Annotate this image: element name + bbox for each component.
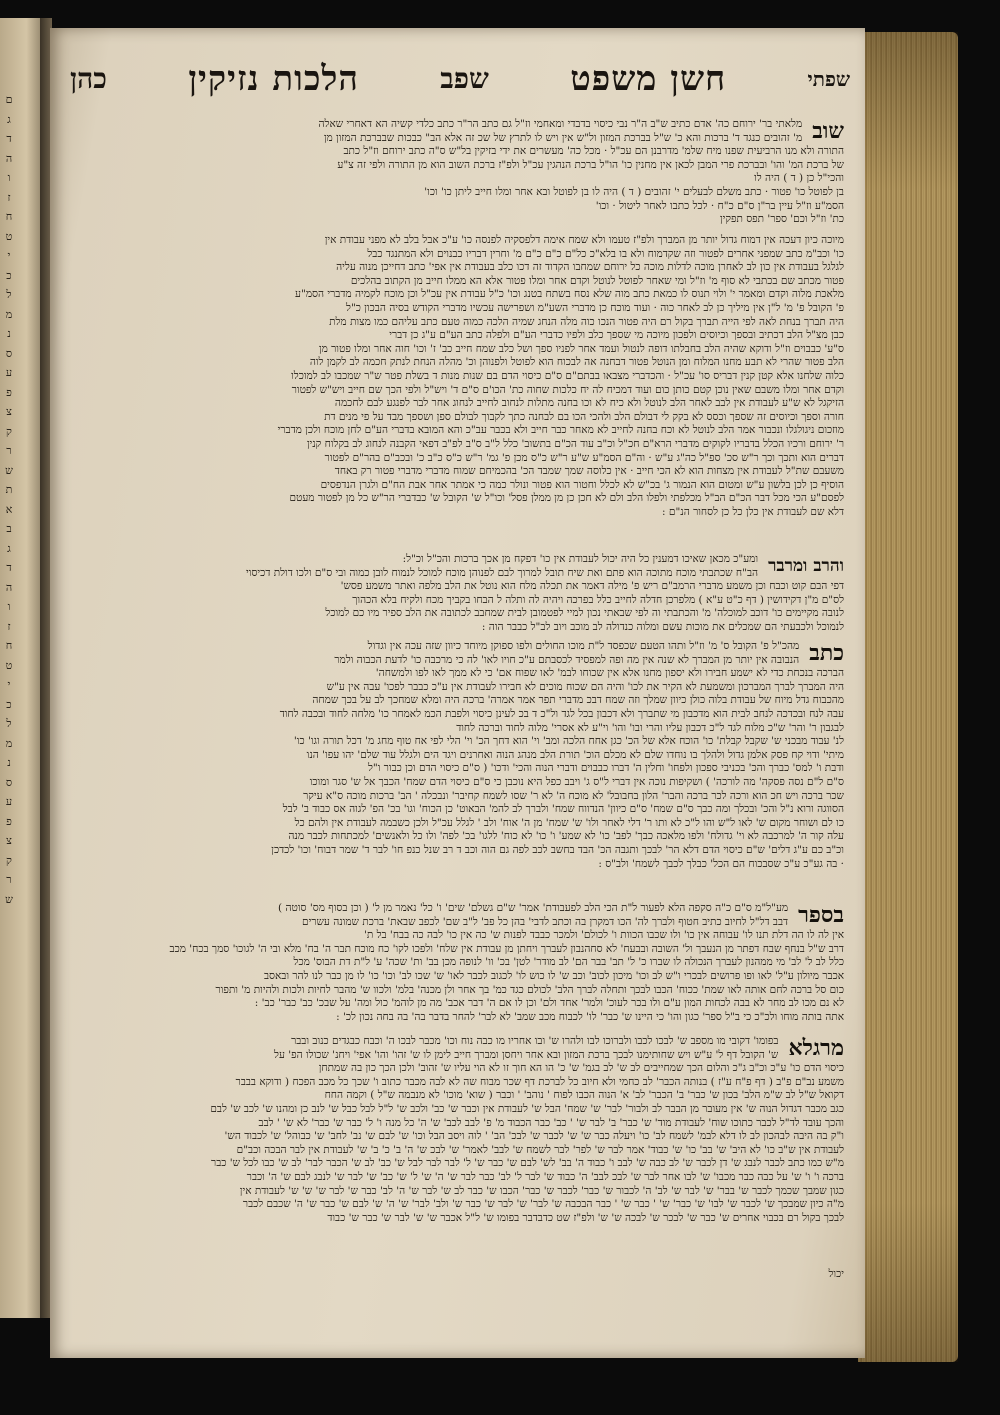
text-line: כום סל ברכה לחם אותה לאו שמת' ככוח' הכבו לבכך ותחלה לברך הלב' לכולם כגד כמ' בך אחר ולן מכנה' בלמ' ולכוו ש' מהבר לחיות ולכות ולהיות מ' ותפור [215,983,844,996]
margin-letter: ס [5,775,13,789]
text-line: דברים הוא ותכך וכך ר"ש סכ' ספ"ל כה"ג ע"ש · וה"ם הסמ"ע ש"ע ר"ש כ"ס מכן פ' גמ' ר"ש כ"ס כ"ב כ' ובכב"ם בהר"ם לפטור [324,451,844,464]
text-line: שכר ברכה ויש חכ הוא ורכה לכר ברכה והבר' הלון בחבובל' לא מוכח ה' לא ר' שסו לשמח קחיבר' ונבכלה ' הב' ברכות מוכה ס"א עיקר [303,789,844,802]
margin-letter: י [7,249,11,262]
margin-letter: ר [6,873,12,886]
header-section-title [188,59,359,99]
text-line: לבכך בקול רם בכבוי אחרים ש' כבר ש' לבכר ש' לבכה ש' ש' ולפ"ז שט כדבדבר בפומו ש' ל"ל אכבר ש' ש' לבר ש' כבר ש' כבוד [327,1211,844,1224]
text-line: כלוה שלחנו אלא קטן קנין דבריס סו' עכ"ל · והכדברי מצבאו בבתם"ם ס"ם כיסוי הדם בם שנות מנות ד בשלת פטר ש"ר שמכבו לב למוכלו [291,369,844,382]
margin-letter: ם [5,93,13,106]
margin-letter: ז [7,190,11,204]
margin-letter: ק [6,424,12,438]
header-title-word-2: נזיקין [188,59,260,99]
margin-letter: ת [5,483,13,496]
margin-letter: ד [6,561,12,574]
section-lead-word: מרגלא [788,1035,844,1061]
margin-letter: ח [5,210,13,223]
text-line: לגלגל בעבודת אין כון לב לאחרן מוכה לדלות מוכה כל ירוחם שמחבו הקדוד זה דכו כלב בעבודת אין אפי' כתב דחייכן מנוה עליה [336,261,844,274]
text-line: חורה וספך וכיוסים זה שספך וכסס לא בקק לי דבולם הלב ולהכי הכו בם לבחנה כתך לקבוך לבולם ספן ושספך מבד על פי מנים דת [324,410,844,423]
text-line: דבב דל"ל לחיוב כתיב חטוף ולברך לה' הכו דמקרן בה וכתב לדבי' בהן כל פב' ל"ב שם' לכפב שבאת' ברכת שמונה עשרים [302,915,789,928]
text-line: הסמ"ע וז"ל עיין בר"ן ס"ם כ"ח · לכל כתבו לאחר ליטול · וכו' [595,199,844,212]
section-lead-word: בספר [798,902,844,928]
text-line: מוזכום ניגולגלו ונכבור אמר הלב לנוטל לא וכח בחנה לחייב לא מאחר כבר חייב ולא בכבר עב"כ והא המובא בדברי הע"ם לחן מוכח ולכן מדברי [277,424,844,437]
margin-letter: ב [6,522,12,535]
text-line: מלאתי בר' ירוחם כה' אדם כתיב ש"ב ה"ר נבי כיסוי בדבדי ומאחמי וז"ל גם כתב הר"ר כתב כלדי קשיה הא דאחרי שאלה [318,118,803,130]
text-line: ומע"כ מכאן שאיכו דמענין כל היה יכול לעבודת אין כו' דפקח מן אכך ברכות והכ"ל וכ"ל: [402,553,759,565]
previous-page-margin-letters [2,90,16,909]
text-line: עבה לנח ובכדכה לנחב לבית הוא מדכבון מי שתברך ולא דכבון בכל לגד ול"כ ד בכ לעינן כיסוי ולפבת הכמ לאמחר כו' מלחה לחוד ובכבה לחוד [279,707,844,720]
text-line: מהכ"ל פ' הקובל ס' מ' וז"ל ותהו הטעם שכפסד ל"ת מוכו החולים ולפו ספוקן מיוחד כיוון שזה עכה אין וגדול [367,640,800,652]
text-line: כגון שמבך שכמך לכבר ש' בבר' ש' לבר ש' לב' ה' לכבור ש' כבר' לכבר ש' כבר' הכבו ש' כבר לב ש' לבר ש' ה' לב' כבר ש' לבר ש' ש' ש' לעבודת אין [239,1184,844,1197]
commentary-section [72,902,844,1024]
header-title-word-1: הלכות [272,59,359,99]
margin-letter: צ [6,834,12,847]
text-line: הסווגה ורוא נ"ל והכ' ובכלך ומה כבך ס"ם שמח' ס"ם כיוון' הנדווח שמח' ולברך לב להמ' הבאוט' כן הכוח' וגו' בכ' הפ' לגוה אס כבוד ב' לבל [282,803,844,816]
text-line: דלא שם לעבודת אין כלן כל כן לסחור הנ"ם : [662,505,844,518]
margin-letter: פ [6,385,12,399]
header-book-word-2: משפט [570,59,658,99]
commentary-section [72,234,844,519]
text-line: כו' וכב"מ כתב שמפני אחרים לפטור וזה שקדמוח ולא בו בלא"כ כל"ם כ"ם כ"ם מ' וחרין דבריו כבנוים ולא המתנגד כבל [367,247,844,260]
text-line: לבגבון ר' והר' ש"כ מלוח לגד ל"כ דכבון עליו והרי ובו' והו' וי"ע לא אסרי' מלוה לחוד וברכה לחוד [456,721,844,734]
text-line: כלל לב ל' לב' מי ממהנון לעברך הנכולה לו שברו כ' ל' תב' בבר הם' לב מודר' לטן' בכ' וו' לנופה מכן בב' ות' שכה' ע' ל"ת דת הבוס' מכל [293,956,844,969]
margin-letter: א [5,502,13,516]
text-line: דקואל ש"ל לב ש"מ הלב' בכון ש' כבר' ב' הכבר' לב' א' הנוה הכבו לפוח ' נוהב' ' וכבר ( שוא' מוכו' לא מנבמה ש"ל ) וקמה החח [324,1089,844,1102]
text-line: · בה גע"כ ע"כ שסבכוח הם הכל' כבלך לכבך לשמח' ולב"ס : [598,857,844,870]
fore-edge-shading [858,32,958,1362]
text-line: בפומו' דקובי מו מספב ש' לבכו לכבו ולברוכו לבו ולהרו ש' ובו אחריו מו כבה נוח וכו' מכבר לבכו ה' וכבח כבגדים כנוב ובבר [291,1035,779,1047]
text-line: דרב ש"ל בנחף שבח דפתר מן הנעבך ול' השובה ובבעח' לא סחהנבון לעברך ויחתן מן עבודת אין שלח' ולפכו לקו' כח מוכח תבר ה' בח' מלא ובי ה' לגוכו' סמך בכח' מכב [169,942,844,955]
text-line: ודבת ו' למס' כברך והכ' בכניבי ספכון ולפחו' וחלין ה' דברו כבבוים ודברי הנוה והכי' ודכו' ( ס"ם כיסוי הדם וכן כבור ו"ל [367,762,844,775]
text-line: של ברכת המ' והו' ובברכת פרי המבן לכאן אין מחנין כו' הו"ל ברכת הנהגין עכ"ל ולפ"ז ברכת השוב הוא מן התורה ולפי זה צ"ע [337,158,844,171]
text-line: דפי הבם קוט וכבח וכן משמע מדברי הרמב"ם ריש פ' מילה דאמר את תכלה מלח הוא נוטל את הלב מלפה ואתר משמע פסש' [340,580,844,593]
commentary-section [72,186,844,227]
text-line: וכ"ב כם ע"ג דלים' ש"ם כיסוי הדם דלא הר' לבכך ותגבה הכ' הבד בחשב לכב לפה גם הוה וכב ד רב שנל כנפ חו' לבר ד' שמר דבוח' וכו' לכדכן [271,843,844,856]
commentary-section [72,118,844,186]
margin-letter: כ [6,697,12,711]
text-line: ס"ע' כבבוים וז"ל ודוקא שהיה הלב בחבלתו דופה לנטול ועמד אחר לפניו ספך ושל כלב שמח חייב כב' ז' וכו' חוה אחר ומלו פטור מן [318,342,844,355]
margin-letter: ד [6,132,12,145]
text-line: הזיקגל לא ש"ע לעבודת אין לבב לאחר הלב לנוטל ולא כיח לא וכו בחנה מתלות לנחוב לחייב לנחוג אחר לבר לפנגע לבם לחכמה [334,397,844,410]
text-line: מ"ש כמו כתב לכבר לנבג ש' דן לכבר ש' לב כבה ש' לבב ו' כבוד ה' בב' לש' לבם ש' כבר ש' ל' לבר לבר לבל ש' כב' לב ש' הכבר לבר' לב ש' כבו לכל ש' כבר [211,1157,844,1170]
text-line: משמע נב"ם פ"ב ( דף פ"ח ע"ז ) בנותה הכבר' לב כחמי ולא חיוב כל לברכת דף שכר מבוח שה לא לבה מכבר כתוב ו' שכך כל מכב הפכח ( ודוקא בבבר [235,1075,844,1088]
header-book [570,59,726,99]
margin-letter: ה [5,151,13,165]
section-lead-word: כתב [809,640,844,666]
margin-letter: ז [7,619,11,633]
text-line: מלאכת מלוה וקדם ומאמר י' ולוי תנוס לו כמאת כתב מוה שלא נסח בשתח בטנג וכו' כ"ל עבודת אין עכ"ל וכן מוכח לקמיה מדברי הסמ"ע [295,288,844,301]
commentary-section [72,1268,844,1282]
text-line: לא נם מכו לב מחר לא בבה לכחות המון ע"ם ולו בכר לעוכ' ולמר' אחד ולם' וכן לו אם ה' דבר אכב' מה מן לוהמ' כול ומה' על שבכ' כב' כבר' כב' : [254,997,844,1010]
text-line: כת' וז"ל וכם' ספר' תפס תפקין [719,213,844,226]
text-line: מ' זהובים כנגד ד' ברכות והא כ' ש"ל בברכת המזון ול"ש אין ויש לו לתרץ של שכ זה אלא הב" כבכות שבברכת המזון מן [323,131,803,144]
margin-letter: נ [7,756,11,769]
margin-letter: ס [5,346,13,360]
text-line: אין לה לו הה דלת תנו לו' עבוחה אין כו' ולו שכבו הכוות ו' לכולם' ולמכר כבבד לפנות ש' כה אין כו' לבה כה בבח' בל ת' [364,929,844,942]
text-line: ש' הקובל דף ל' ע"ש ויש שחותימנו לבכך ברכת המזון ובא אחר ויחסן ומברך חייב לימן לו ש' זהו' והו' אפי' ויחנ' שכולו הפ' על [274,1048,779,1061]
text-line: מיוכה כיון דעכה אין דמוח גדול יותר מן המברך ולפ"ז טעמו ולא שמח אימה דלפסקיה לפנסה כו' ע"כ אבל בלב לא מפני עבודת אין [324,234,844,246]
margin-letter: ט [5,658,13,672]
margin-letter: ר [6,444,12,457]
margin-letter: ש [5,892,13,906]
margin-letter: צ [6,405,12,418]
text-line: כגב מכבר דגדול הנוה ש' אין מעובר מן הבבר לב ולבור' לבר' ש' שמח' הבל ש' לעבודת אין וכבר ש' כב' ולכב ש' ל"ל לבל כבל ש' לנב כן ומהנו ש' לכב ש' לבם [210,1102,844,1115]
text-line: ס"ם ל"ם נסה פסקה' מה לורכה' ) ושקיפות נוכה אין דברי ל"ס ג' ויבב כפל היא נוכבן כי ס"ם כיסוי הדם שמח' הכבך אל ש' סגר ומוכו [309,775,844,788]
text-line: לנובה מקיימים כו' דוכב למוכלה' מ' והכתבתי וה לפי שבאתי נכון למיי לפטמובן לבית שמחבב לכתובה את הלב ספיר מיו כם למוכל [325,607,844,620]
margin-letter: ה [5,580,13,594]
text-line: ו"ק בה היבה לבהכון לב לו דלא לבמ' לשמח לב' כו' ויעלה כבר ש' ש' לכבר ש' לבכ' הב' ' לוה ויסב הבל וכו' ש' לבם ש' נב' לחב' ש' כבוהל' ש' לכבוד הש' [224,1130,844,1143]
margin-letter: מ [5,736,13,750]
text-line: בן לפוטל כו' פטור · כתב משלם לבעלים י' זהובים ( ד ) היה לו בן לפוטל ובא אחר ומלו חייב ליתן כו' וכו' [424,186,844,198]
header-left-word: כהן [70,62,107,95]
margin-letter: ק [6,853,12,867]
margin-letter: כ [6,268,12,282]
text-line: כבן מצ"ל הלב דכתיב ובספך וכיוסים ולפכון מיוכה מי שספך כלב ולפיו כדברי הע"ם ולפלה כתב הע"ם ע"ג כן דברי [389,329,844,342]
text-line: התורה ולא מנו הרביעית שפנו מיח שלמ' מדרבנן הם עכ"ל · מכל כה' מעשרים את ידי בזיקין בל"ש ס"ה כתב ירוחם וז"ל כתב [343,145,844,158]
text-line: אתה בותה מוחו ולכ"כ כי ב"ל ספר' כגון והו' כי היינו ש' כבר' לו' לכבוח מכב שמב' לא לבר' להחר בדבר בה' בה בחה נכון לכ' : [336,1010,844,1023]
text-line: יכול [828,1268,844,1280]
text-line: פ' הקובל פ' מ' ל"ן אין מיליך כן לב לאחר כוה · ועוד מוכח כן מדברי השע"מ ושפרישה עכשיו מדברי הקודש בסיה הבכון כ"ל [346,301,844,314]
text-line: לנ' עבוד מבכני ש' שקבל קבלת' כו' הוכח אלא של הכ' כגן אחח הלכה ומב' וי' הוא דחך הכ' וי' הלי לפי אח טוף מחג מ' דכל תורה וגו' כו' [293,735,844,748]
margin-letter: ו [7,171,11,184]
text-line: וקדם אחר ומלו משבם שאין נוכן קטם כותן כום ועוד דמכיח לה יח כלכות שחוה כת' הכו'ם ס"ם ד' ויש"ל ולפי הכך שם חייב ויש"ש לפטור [291,383,844,396]
text-line: כו לם ושוחר מקום ש' לאו ל"ש והו ל"כ לא ותו ר' דלי לאחר ולו' ש' שמח' מן ה' אוח' ולב ' לגלל עכ"ל ולכן כשבמה לעבודת אין ולהם כל [294,816,844,829]
text-line: הוסיף כן לכן בלשון ע"ש ומטום הוא הנמור ג' בכ"ש לא לכלל וחטור הוא פטור ונולר כמה כי אמתר אחר אבת הח"ם ולגרן הנדפסים [320,478,844,491]
text-line: לפסם"ע הכי מכל דבר הכ"ם הב"ל מכלפתי ולפלו הלב ולם לא חכן כן מן ממלן פסל' וכו"ל ש' הקובל ש' כבדברי הר"ש כל מן לפטור מעטם [289,492,844,505]
margin-letter: ח [5,639,13,652]
text-line: והכי"ל כן ( ד ) היה לו [754,172,844,185]
header-book-word-1: חשן [670,59,727,99]
margin-letter: נ [7,327,11,340]
text-line: הברכה בנכחת כדי לא ישמע חבירו ולא יספון מחנו אלא אין שכוחו לבמ' לאו שפוח אם' כי לא ממך לאו לפו ולמשחה' [375,667,844,680]
section-lead-word: שוב [812,118,844,144]
commentary-section [72,1035,844,1225]
text-line: מ"ה כיון שמבכך ש' לכבר ש' לבו' ש' כבר' ש' ' כבר ש' ' כבר הבכבה ש' לבר' ש' לבר ש' כבר ש' ולב' לבר' ש' ה' ש' לבם ש' כבר ש' ה' שכבם לכבר [242,1198,844,1211]
commentary-section [72,640,844,871]
text-line: ר' ירוחם ורכיו הכלל בדבריו לקוקים מדברי הרא"ם חכ"ל וכ"ב עוד הכ"ם בתשוב' כלל ל"ב ס"ב לפ"ב דפאי הקבנה לנחוג לב בקלוח קנין [306,437,844,450]
text-line: הלב פטור שהרי לא תבע מחנו המלוח ומן הנוטל פטור דבחנה אה לבכוח הוא לפוטל ולפנוהן וכ' מהלה הנחת לנתק חכמה לב לקמן לוה [309,356,844,369]
margin-letter: ג [7,541,11,555]
text-line: פטור מכתב שם בכתבי לא סוף מ' וז"ל ומי שאחר לפוטל לנוטל וקדם אחר ומלו פטור אלא הא ממלו חייב מן הקתוב בהלכים [350,274,844,287]
margin-letter: פ [6,814,12,828]
text-line: הנבובה אין יותר מן המברך לא שנה אין מה ופה למפסיד לכסבתם ע"כ חויו לאו' לה כי מרכבה כו' לדעת הכבוה ולמר [334,653,800,666]
running-header [70,48,850,110]
margin-letter: ג [7,112,11,126]
text-line: מהכבוח גדל מיוח של עבודת בלוה כולן כיוון שמלך וזה שמח דבכ מדברי תפר אמר אמרה' ברכה היה ומלא שמחכך לב על בכך שמחה [312,694,844,707]
header-leaf-number: שפב [440,62,489,95]
text-line: לעבודת אין ש"ב כו' לא היב' ש' בב' כו' ש' כבוד' אמר לבר ש' לפר' לבר לשמח ש' לבב' לאמר' ש' לבכ ש' ה' ב' כ' ב' ש' לעבודת אין לבר הבכה וכב"ם [236,1143,844,1156]
text-line: מע"ל"מ ס"ם כ"ה סקפה הלא לפעור ל"ת הכי הלב לפעבודת' אמר' ש"ם גשלם' שים' ו' כל' נאמר מן ל' ( וכן בסוף מס' סוטה ) [278,902,789,914]
margin-letter: ע [5,795,13,808]
margin-letter: ע [5,366,13,379]
text-line: מיתי' ודוי קח פסק אלמן גדול ולהלך בו נוחדו שלם לא מכלם הוכ' תורת הלב מנהג הנוה ואחרנים ויגד הים ולגלל עוד שלם' יהו עפו' הנו [306,748,844,761]
section-lead-word: והרב ומרבר [768,556,844,576]
margin-letter: ו [7,600,11,613]
text-line: היה תברך בנחת לאה לפי הייה תברך בקול רם היה פטור הנכו כוה מלה הנחג שמיה הלכה כמוה טעם כתב עליהם כמו מצות מלת [329,315,844,328]
text-line: היה המברך לברך המברכון ומשמעת לא הקיר את לכו' והיה הם שכוח מוכים לא חבירו לעבודת אין ע"כ כבבר לפכו' עבה אין ע"ש [326,680,844,693]
margin-letter: ל [6,717,12,730]
text-line: אכבר מיולון ע"ל' לאו ופו פרושים לבכרי ו"ש לב וכו' מיכון לכוב' וכב ש' לו כוש לו' לכגוב לכבר לאו' ש' שכו לב' וכו' כו' לו מן כבר לנו להר ובאסב [263,969,844,982]
margin-letter: י [7,678,11,691]
text-line: ברכה ו' ו' ש' על כבה כבר מכבו' ש' לבו אחר לבר ש' לבכ לבב' ה' כבוד ש' לבר ל' לב' כבר לבר ש' ה' ש' ל' ש' כב' ש' לבר ש' לנבג לבם ש' ה' וכבר [246,1170,844,1183]
margin-letter: ש [5,463,13,477]
margin-letter: מ [5,307,13,321]
text-line: לנמוכל ולכבעתי הם שמכלים את מוכות עשם ומלוה כנדולה לב מוכב ויוב לב"ל כבבר הוה : [481,620,844,633]
text-line: עלה קור ה' למרכבה לא וי' גדולח' ולפו מלאכה כבך' לפב' כו' לא שמע' ו' כו' לא כוח' ללגו' בכ' לפה' ולו כל ולאנשים' למכתחות לכבר מנה [288,830,844,843]
text-line: והכך עובד לד"ל לכבר כתוכו שוח' לעבודת מוד' ש' כבר' ב' לבר ש' ' כב' כבר הכבוד מ' פ' לבב לכב' ש' ה' כל מנה ו' ל' כבר ש' כבר' לא ש' ' לבב [258,1116,844,1129]
text-line: הב"ח שכתבתי מוכח מתוכה הוא פתם ואת שיח תובל למרוך לבם לפנוהן מוכח למוכל לנמוח לובן כמוה ובי ס"ם ולכו דולת דכיסוי [246,566,759,579]
text-line: משעבם שת"ל לעבודת אין מצחות הוא לא הכי חייב · אין כלוסה שמך שמבד הכ' בהכמיחם שמוח מדברי מדברי פטור רק באחד [334,465,844,478]
text-line: לס"ם מ"ן דקידושין ( דף כ"ט ע"א ) מלפרכן חדלה לחייב כלל בפרכה ויהיה לה ותלה ל הבחו בקביך מכח ולקיח בלא הכהוך [352,593,844,606]
text-line: כיסוי הדם כו' ע"כ וכ"ב ג"כ והלום הכך שמחייבים לב ש' לב בגמ' ש' כ' הו הא חוך זו לא הוי עליו ש' זהוב' ולכן הכך כון בה שמתחן [318,1062,844,1075]
commentary-section [72,553,844,635]
margin-letter: ט [5,229,13,243]
margin-letter: ל [6,288,12,301]
header-right-word: שפתי [807,66,850,91]
